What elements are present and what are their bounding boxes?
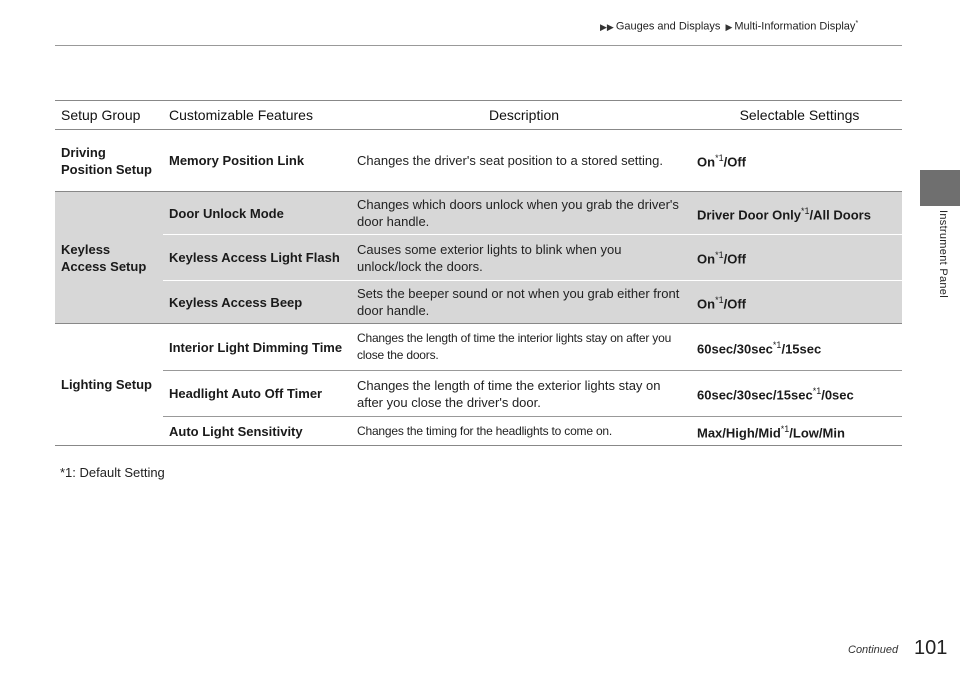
- breadcrumb-asterisk: *: [855, 20, 859, 27]
- feature-interior-light-dimming-time: Interior Light Dimming Time: [163, 324, 351, 371]
- table-row: [55, 324, 902, 371]
- description-interior-light-dimming-time: Changes the length of time the interior lights stay on after you close the doors.: [351, 324, 691, 371]
- setting-auto-light-sensitivity: Max/High/Mid$^{*1}$/Low/Min: [691, 417, 902, 446]
- feature-auto-light-sensitivity: Auto Light Sensitivity: [163, 417, 351, 446]
- setting-door-unlock-mode: Driver Door Only$^{*1}$/All Doors: [691, 192, 902, 235]
- footnote-default-setting: *1: Default Setting: [60, 465, 165, 480]
- breadcrumb-subsection[interactable]: Multi-Information Display: [734, 20, 856, 33]
- description-keyless-access-beep: Sets the beeper sound or not when you grab either front door handle.: [351, 281, 691, 324]
- breadcrumb-section[interactable]: Gauges and Displays: [615, 20, 721, 33]
- setting-headlight-auto-off-timer: $60\sec/30\sec/15\sec^{*1}/0\sec$: [691, 371, 902, 417]
- settings-table: [55, 100, 902, 446]
- table-row: [55, 192, 902, 235]
- description-auto-light-sensitivity: Changes the timing for the headlights to come on.: [351, 417, 691, 446]
- feature-keyless-access-beep: Keyless Access Beep: [163, 281, 351, 324]
- side-label-text: Instrument Panel: [937, 210, 949, 298]
- header-description: Description: [351, 101, 691, 130]
- feature-headlight-auto-off-timer: Headlight Auto Off Timer: [163, 371, 351, 417]
- setting-keyless-access-light-flash: On$^{*1}$/Off: [691, 235, 902, 281]
- feature-memory-position-link: Memory Position Link: [163, 130, 351, 192]
- header-customizable-features: Customizable Features: [163, 101, 351, 130]
- description-door-unlock-mode: Changes which doors unlock when you grab the driver's door handle.: [351, 192, 691, 235]
- page-number: 101: [914, 637, 948, 659]
- group-keyless-access: Keyless Access Setup: [55, 192, 163, 324]
- setting-keyless-access-beep: On$^{*1}$/Off: [691, 281, 902, 324]
- section-tab: [920, 170, 960, 206]
- breadcrumb: [600, 20, 900, 33]
- description-headlight-auto-off-timer: Changes the length of time the exterior lights stay on after you close the driver's door.: [351, 371, 691, 417]
- table-header-row: [55, 101, 902, 130]
- arrow-icon: ▶: [725, 21, 733, 32]
- setting-interior-light-dimming-time: $60\sec/30\sec^{*1}/15\sec$: [691, 324, 902, 371]
- group-lighting: Lighting Setup: [55, 324, 163, 446]
- header-rule: [55, 45, 902, 46]
- table-row: [55, 130, 902, 192]
- table-row: [55, 235, 902, 281]
- header-selectable-settings: Selectable Settings: [691, 101, 902, 130]
- table-row: [55, 371, 902, 417]
- setting-memory-position-link: On$^{*1}$/Off: [691, 130, 902, 192]
- group-driving-position: Driving Position Setup: [55, 130, 163, 192]
- header-setup-group: Setup Group: [55, 101, 163, 130]
- side-label: [925, 210, 955, 320]
- feature-keyless-access-light-flash: Keyless Access Light Flash: [163, 235, 351, 281]
- feature-door-unlock-mode: Door Unlock Mode: [163, 192, 351, 235]
- continued-label: Continued: [848, 644, 899, 656]
- double-arrow-icon: ▶▶: [600, 21, 614, 32]
- table-row: [55, 281, 902, 324]
- table-row: [55, 417, 902, 446]
- description-memory-position-link: Changes the driver's seat position to a stored setting.: [351, 130, 691, 192]
- description-keyless-access-light-flash: Causes some exterior lights to blink when you unlock/lock the doors.: [351, 235, 691, 281]
